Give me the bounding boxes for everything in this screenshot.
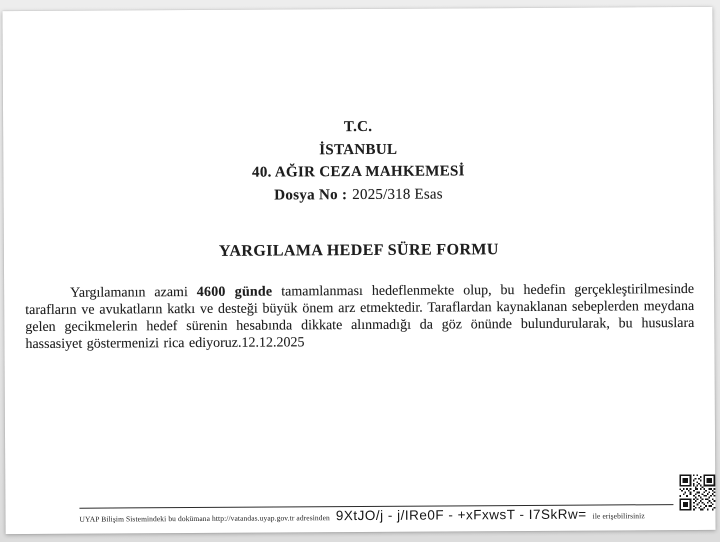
case-number-label: Dosya No : bbox=[274, 186, 348, 204]
document-footer bbox=[79, 504, 673, 525]
case-number-line bbox=[3, 181, 713, 208]
footer-access-suffix: ile erişebilirsiniz bbox=[592, 511, 645, 521]
footer-access-line bbox=[79, 506, 673, 525]
verification-code: 9XtJO/j - j/IRe0F - +xFxwsT - I7SkRw= bbox=[335, 506, 587, 524]
body-paragraph bbox=[25, 281, 694, 353]
body-text-rest: tamamlanması hedeflenmekte olup, bu hedefin gerçekleştirilmesinde tarafların ve avukatların katkı ve desteği büyük önem arz etmektedir. Taraflardan kaynaklanan sebeplerden meydana gelen gecikmelerin hedef sürenin hesabında dikkate alınmadığı da göz önünde bulundurularak, bu hususlara hassasiyet göstermenizi rica ediyoruz. bbox=[25, 281, 695, 353]
header-court: 40. AĞIR CEZA MAHKEMESİ bbox=[251, 163, 465, 181]
header-country: T.C. bbox=[343, 118, 373, 136]
document-page bbox=[2, 7, 715, 534]
document-title: YARGILAMA HEDEF SÜRE FORMU bbox=[218, 241, 499, 260]
footer-access-prefix: UYAP Bilişim Sistemindeki bu dokümana http://vatandas.uyap.gov.tr adresinden bbox=[79, 513, 330, 524]
body-text-start: Yargılamanın azami bbox=[70, 284, 197, 301]
case-number-value: 2025/318 Esas bbox=[352, 185, 443, 203]
target-duration-value: 4600 günde bbox=[196, 284, 273, 300]
document-header bbox=[3, 114, 714, 208]
qr-code-icon bbox=[679, 474, 715, 511]
header-city: İSTANBUL bbox=[319, 141, 398, 158]
document-date: 12.12.2025 bbox=[241, 335, 305, 351]
